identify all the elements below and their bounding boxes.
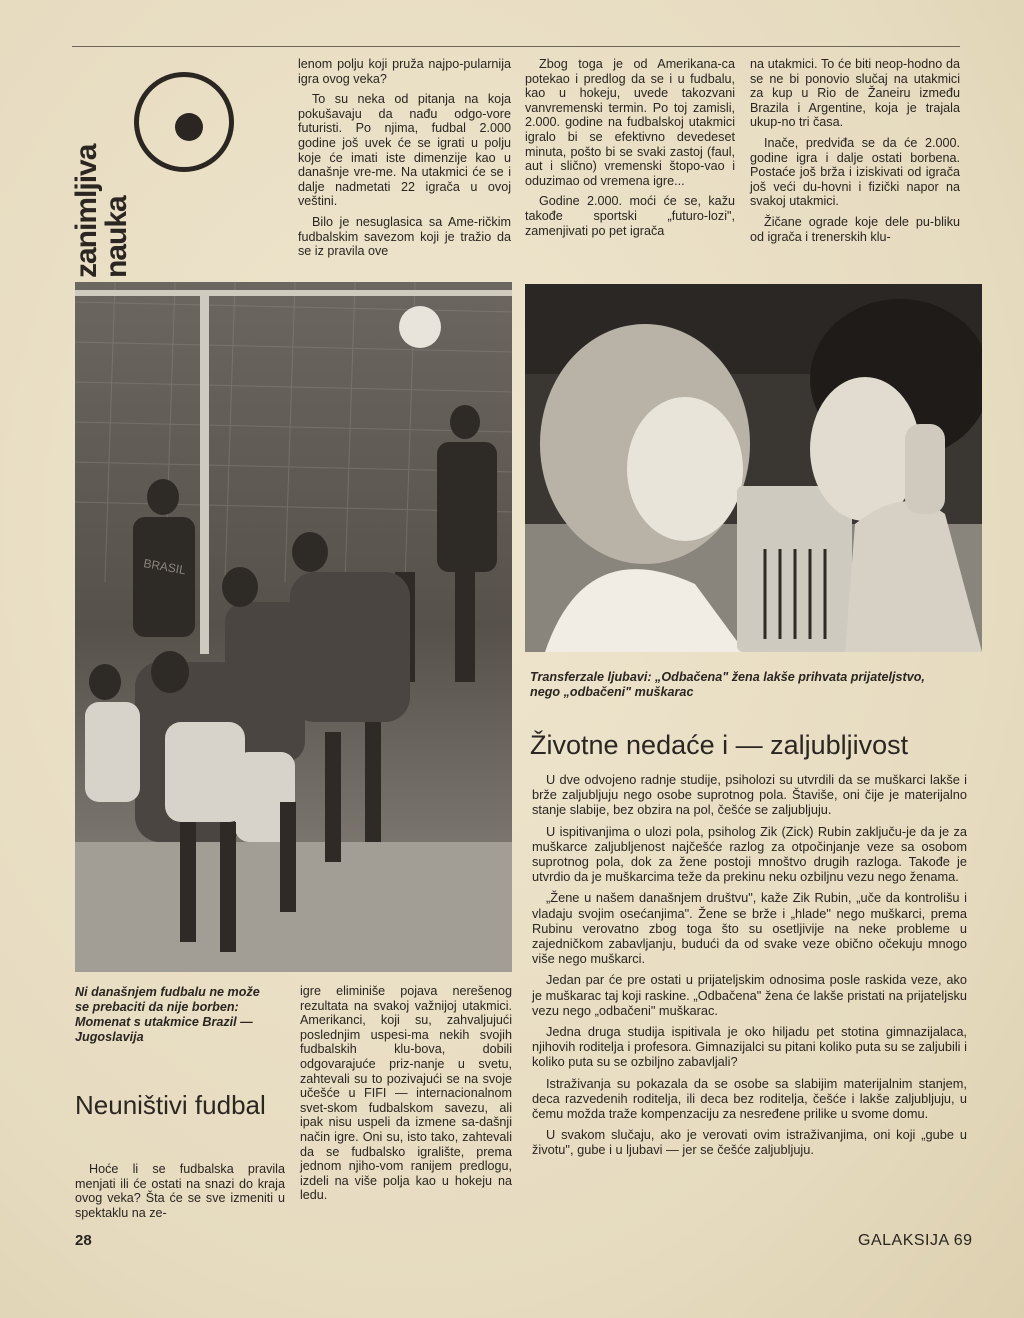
jersey-text: BRASIL bbox=[142, 556, 187, 578]
heading-love: Životne nedaće i — zaljubljivost bbox=[530, 730, 909, 760]
logo-line1: zanimljiva bbox=[70, 144, 103, 278]
caption-couple: Transferzale ljubavi: „Odbačena" žena lakše prihvata prijateljstvo, nego „odbačeni" muškarac bbox=[530, 670, 925, 699]
top-rule bbox=[72, 46, 960, 47]
paragraph: Istraživanja su pokazala da se osobe sa slabijim materijalnim stanjem, deca razvedenih roditelja, ili deca bez roditelja, češće i lakše zaljubljuju, u čemu možda traže kompenzaciju za nesređene prilike u svome domu. bbox=[532, 1075, 967, 1122]
paragraph: Inače, predviđa se da će 2.000. godine igra i dalje ostati borbena. Postaće još brža i iziskivati od igrača još veći du-hovni i fizički napor na svakoj utakmici. bbox=[750, 135, 960, 209]
paragraph: U dve odvojeno radnje studije, psiholozi su utvrdili da se muškarci lakše i brže zaljubljuju nego osobe suprotnog pola. Štaviše, oni čije je materijalno stanje slabije, bez obzira na pol, češće se zaljubljuju. bbox=[532, 772, 967, 818]
couple-photo-image bbox=[525, 284, 982, 652]
paragraph: Hoće li se fudbalska pravila menjati ili će ostati na snazi do kraja ovog veka? Šta će se sve izmeniti u spektaklu na ze- bbox=[75, 1162, 285, 1220]
football-photo-image bbox=[75, 282, 512, 972]
heading-football: Neuništivi fudbal bbox=[75, 1090, 266, 1120]
column-2-top bbox=[298, 57, 511, 265]
page-number-right: GALAKSIJA 69 bbox=[858, 1232, 973, 1249]
paragraph: To su neka od pitanja na koja pokušavaju da nađu odgo-vore futuristi. Po njima, fudbal 2.000 godine još uvek će se igrati u polju koje će imati iste dimenzije kao u današnje vre-me. Na utakmici će se i dalje nadmetati 22 igrača u ovoj veštini. bbox=[298, 92, 511, 209]
page-number-left: 28 bbox=[75, 1232, 92, 1249]
column-4-top bbox=[750, 57, 960, 250]
paragraph: Jedna druga studija ispitivala je oko hiljadu pet stotina gimnazijalaca, njihovih roditelja i profesora. Gimnazijalci su pitani koliko puta su se zaljubili i koliko puta su se ozbiljno zabavljali? bbox=[532, 1024, 967, 1070]
paragraph: na utakmici. To će biti neop-hodno da se ne bi ponovio slučaj na utakmici za kup u Rio de Žaneiru između Brazila i Argentine, koja je trajala ukup-no tri časa. bbox=[750, 57, 960, 130]
column-2-bottom bbox=[300, 984, 512, 1209]
caption-football: Ni današnjem fudbalu ne može se prebaciti da nije borben: Momenat s utakmice Brazil — Jugoslavija bbox=[75, 985, 260, 1044]
column-1-bottom bbox=[75, 1162, 285, 1226]
paragraph: Žičane ograde koje dele pu-bliku od igrača i trenerskih klu- bbox=[750, 214, 960, 244]
paragraph: igre eliminiše pojava nerešenog rezultata na svakoj važnijoj utakmici. Amerikanci, koji su, zahvaljujući poslednjim uspesi-ma nekih svojih fudbalskih klu-bova, dobili odgovarajuće priz-nanje u svetu, zahtevali su to pozivajući se na svoje učešće u FIFI — internacionalnom svet-skom fudbalskom savezu, ali ipak nisu uspeli da izmene sa-dašnji način igre. Oni su, isto tako, zahtevali da se fudbalsko igralište, prema jednom njiho-vom ranijem predlogu, izdeli na više polja kao u hokeju na ledu. bbox=[300, 984, 512, 1203]
section-logo-dot bbox=[175, 113, 203, 141]
paragraph: Godine 2.000. moći će se, kažu takođe sportski „futuro-lozi", zamenjivati po pet igrača bbox=[525, 194, 735, 238]
paragraph: Jedan par će pre ostati u prijateljskim odnosima posle raskida veze, ako je muškarac taj koji raskine. „Odbačena" žena će lakše pristati na prijateljsku vezu nego „odbačeni" muškarac. bbox=[532, 972, 967, 1018]
paragraph: U svakom slučaju, ako je verovati ovim istraživanjima, oni koji „gube u životu", gube i u ljubavi — jer se češće zaljubljuju. bbox=[532, 1127, 967, 1158]
paragraph: lenom polju koji pruža najpo-pularnija igra ovog veka? bbox=[298, 57, 511, 86]
paragraph: Bilo je nesuglasica sa Ame-ričkim fudbalskim savezom koji je tražio da se iz pravila ove bbox=[298, 214, 511, 259]
paragraph: U ispitivanjima o ulozi pola, psiholog Zik (Zick) Rubin zaključu-je da je za muškarce zaljubljenost najčešće razlog za otpočinjanje veze sa osobom suprotnog pola, dok za žene postoji mnoštvo drugih razloga. Takođe je utvrdio da je muškarcima teže da prekinu neku ozbiljnu vezu nego ženama. bbox=[532, 823, 967, 885]
section-logo-circle bbox=[134, 72, 234, 172]
paragraph: Zbog toga je od Amerikana-ca potekao i predlog da se i u fudbalu, kao u hokeju, uvede takozvani vanvremenski termin. Po toj zamisli, 2.000. godine na fudbalskoj utakmici igralo bi se efektivno devedeset minuta, pošto bi se svaki zastoj (faul, aut i slično) vremenski štopo-vao i oduzimao od vremena igre... bbox=[525, 57, 735, 188]
football-photo bbox=[75, 282, 512, 972]
section-logo-text bbox=[70, 60, 134, 280]
love-article bbox=[532, 772, 967, 1164]
column-3-top bbox=[525, 57, 735, 244]
paragraph: „Žene u našem današnjem društvu", kaže Zik Rubin, „uče da kontrolišu i vladaju svojim osećanjima". Žene se brže i „hlade" nego muškarci, prema Rubinu verovatno zbog toga što su osetljivije na neke probleme u zajedničkom zabavljanju, budući da od svake veze obično očekuju mnogo više nego muškarci. bbox=[532, 890, 967, 967]
couple-photo bbox=[525, 284, 982, 652]
logo-line2: nauka bbox=[100, 196, 133, 278]
